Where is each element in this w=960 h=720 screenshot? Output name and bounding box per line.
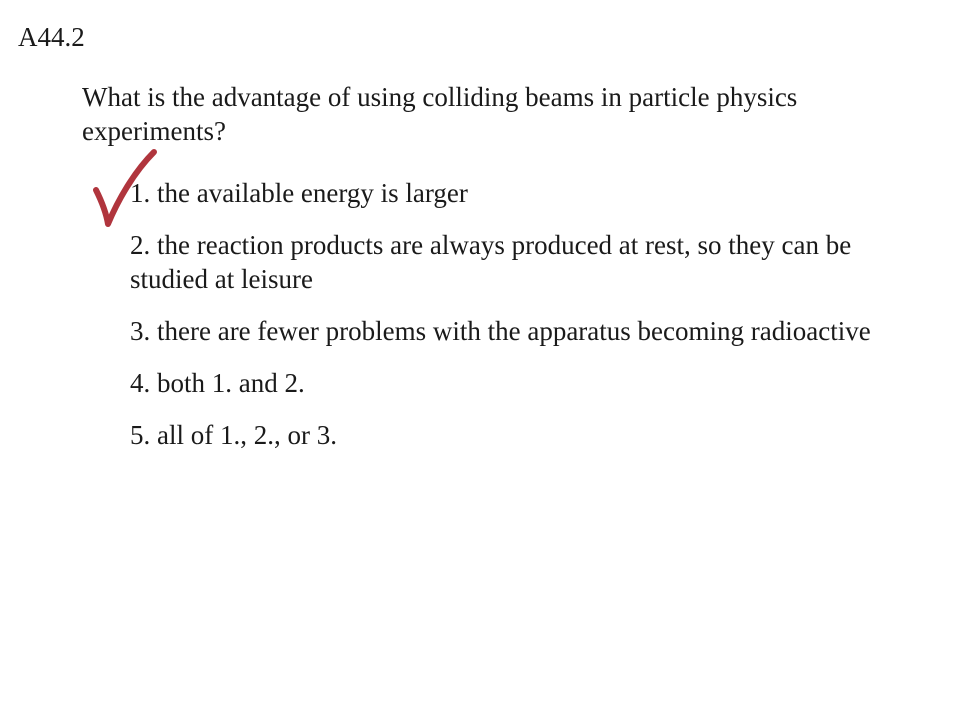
answer-option-3: 3. there are fewer problems with the apparatus becoming radioactive bbox=[130, 316, 871, 346]
answer-option-4: 4. both 1. and 2. bbox=[130, 368, 305, 398]
answer-options bbox=[130, 176, 910, 452]
slide-id: A44.2 bbox=[18, 22, 85, 52]
answer-option-2: 2. the reaction products are always produced at rest, so they can be studied at leisure bbox=[130, 230, 852, 294]
answer-option-1: 1. the available energy is larger bbox=[130, 178, 468, 208]
question-text: What is the advantage of using colliding beams in particle physics experiments? bbox=[82, 82, 798, 146]
answer-option-5: 5. all of 1., 2., or 3. bbox=[130, 420, 337, 450]
